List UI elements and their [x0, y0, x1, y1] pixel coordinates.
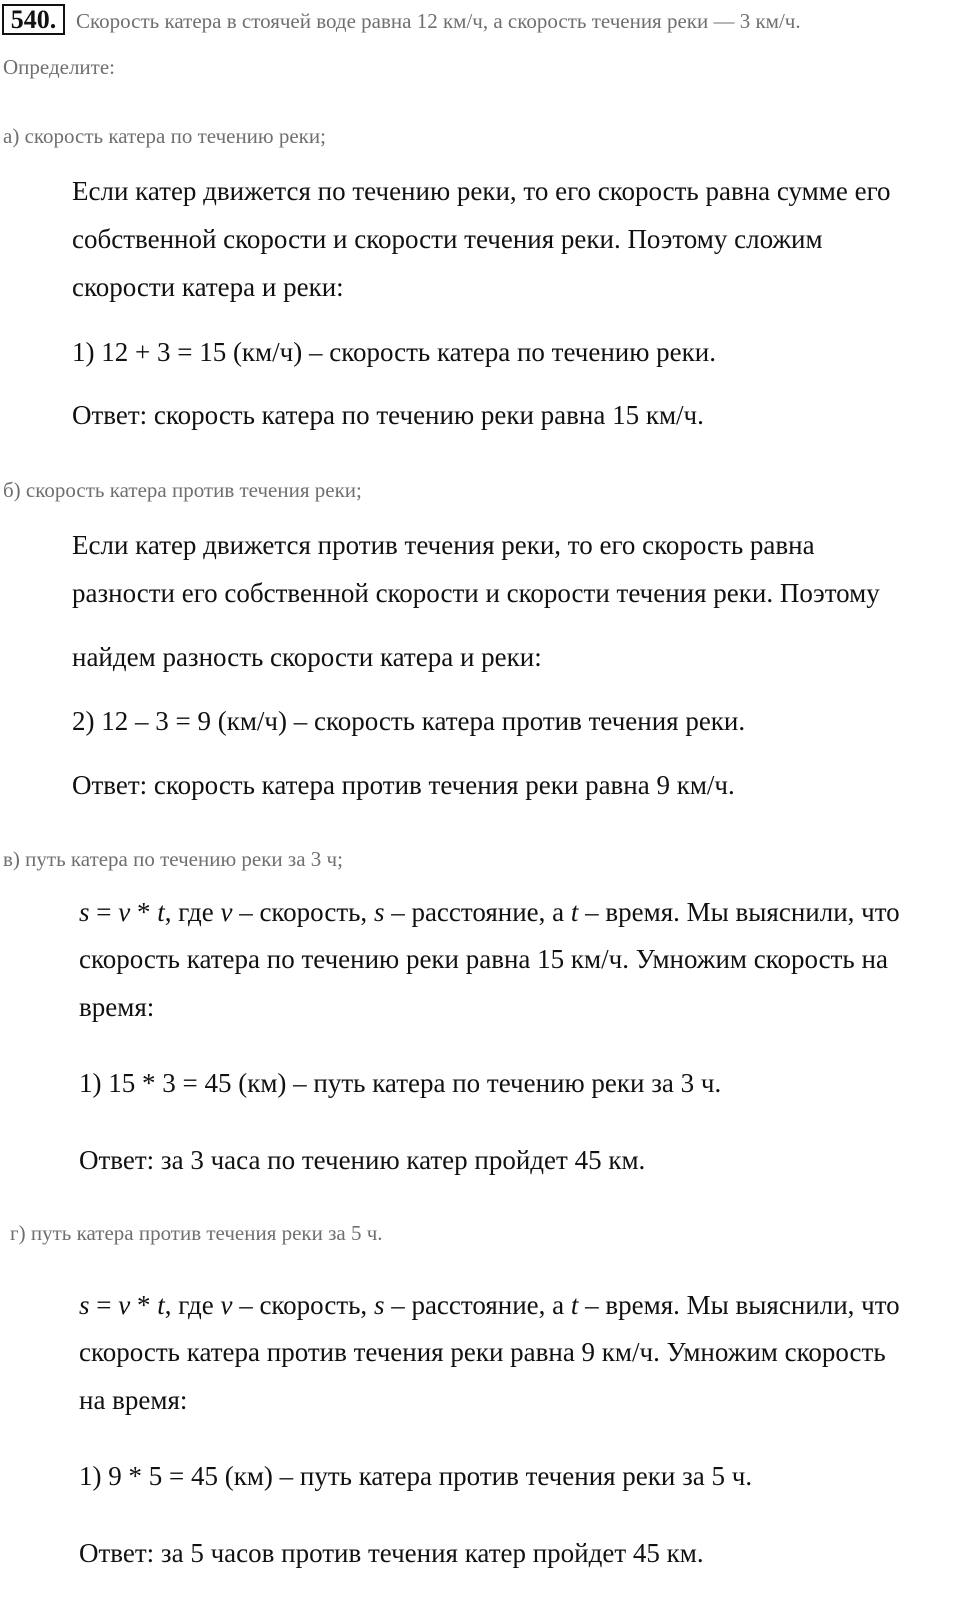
question-g: г) путь катера против течения реки за 5 ч. [10, 1221, 383, 1245]
final-answer-b: Ответ: скорость катера против течения реки равна 9 км/ч. [72, 770, 735, 800]
answer-a-line-1: Если катер движется по течению реки, то его скорость равна сумме его [72, 176, 891, 206]
question-a: а) скорость катера по течению реки; [3, 124, 326, 148]
answer-b-line-2: разности его собственной скорости и скорости течения реки. Поэтому [72, 578, 880, 608]
question-b: б) скорость катера против течения реки; [3, 478, 362, 502]
formula-v: s = v * t, где v – скорость, s – расстояние, а t – время. Мы выяснили, что [79, 897, 900, 927]
calc-g: 1) 9 * 5 = 45 (км) – путь катера против течения реки за 5 ч. [79, 1461, 753, 1491]
question-v: в) путь катера по течению реки за 3 ч; [3, 847, 343, 871]
calc-v: 1) 15 * 3 = 45 (км) – путь катера по течению реки за 3 ч. [79, 1068, 722, 1098]
answer-b-line-1: Если катер движется против течения реки, то его скорость равна [72, 530, 815, 560]
final-answer-v: Ответ: за 3 часа по течению катер пройдет 45 км. [79, 1145, 646, 1175]
answer-g-line-1: скорость катера против течения реки равна 9 км/ч. Умножим скорость [79, 1337, 886, 1367]
answer-v-line-2: время: [79, 992, 155, 1022]
final-answer-a: Ответ: скорость катера по течению реки равна 15 км/ч. [72, 400, 704, 430]
formula-s: s [79, 897, 90, 927]
answer-a-line-3: скорости катера и реки: [72, 272, 344, 302]
task-statement: Скорость катера в стоячей воде равна 12 км/ч, а скорость течения реки — 3 км/ч. [76, 9, 801, 33]
task-number: 540. [2, 4, 65, 35]
task-prompt: Определите: [3, 55, 116, 79]
final-answer-g: Ответ: за 5 часов против течения катер пройдет 45 км. [79, 1538, 704, 1568]
answer-v-line-1: скорость катера по течению реки равна 15 км/ч. Умножим скорость на [79, 944, 888, 974]
answer-a-line-2: собственной скорости и скорости течения реки. Поэтому сложим [72, 224, 823, 254]
answer-b-line-3: найдем разность скорости катера и реки: [72, 642, 542, 672]
answer-g-line-2: на время: [79, 1385, 188, 1415]
calc-b: 2) 12 – 3 = 9 (км/ч) – скорость катера против течения реки. [72, 706, 746, 736]
formula-g: s = v * t, где v – скорость, s – расстояние, а t – время. Мы выяснили, что [79, 1290, 900, 1320]
calc-a: 1) 12 + 3 = 15 (км/ч) – скорость катера по течению реки. [72, 337, 716, 367]
